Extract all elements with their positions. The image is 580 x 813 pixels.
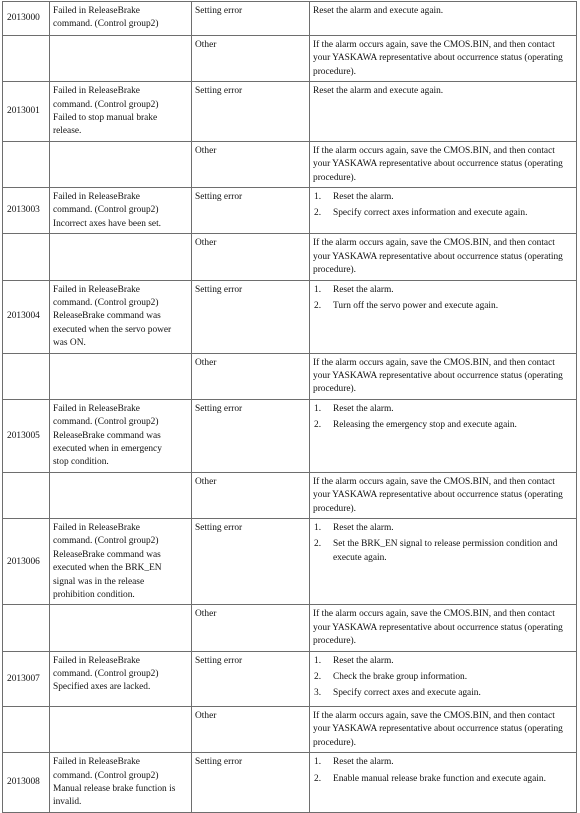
remedy: Reset the alarm and execute again. — [310, 2, 577, 36]
alarm-cause — [50, 2, 192, 36]
remedy-step — [313, 538, 573, 565]
alarm-cause — [50, 651, 192, 706]
cause-line: command. (Control group2) — [53, 297, 159, 308]
cause-line: release. — [53, 126, 82, 137]
step-text: Set the BRK_EN signal to release permission condition and execute again. — [333, 539, 558, 563]
remedy-step — [313, 671, 573, 684]
step-number: 1. — [314, 655, 322, 666]
error-type: Other — [192, 605, 310, 651]
cause-line: invalid. — [53, 797, 82, 808]
step-text: Specify correct axes information and execute again. — [333, 208, 528, 219]
step-text: Reset the alarm. — [333, 757, 394, 768]
step-text: Reset the alarm. — [333, 403, 394, 414]
alarm-cause — [50, 82, 192, 142]
step-text: Reset the alarm. — [333, 192, 394, 203]
alarm-row — [3, 2, 577, 36]
cause-line: Manual release brake function is — [53, 783, 176, 794]
remedy — [310, 651, 577, 706]
cause-line: command. (Control group2) — [53, 536, 159, 547]
step-number: 2. — [314, 539, 322, 550]
alarm-row — [3, 280, 577, 353]
error-type: Setting error — [192, 399, 310, 472]
alarm-code: 2013005 — [3, 399, 50, 472]
alarm-code — [3, 706, 50, 752]
remedy — [310, 399, 577, 472]
alarm-cause — [50, 141, 192, 187]
alarm-code: 2013006 — [3, 519, 50, 605]
cause-line: Failed in ReleaseBrake — [53, 523, 140, 533]
alarm-row — [3, 651, 577, 706]
remedy: If the alarm occurs again, save the CMOS.BIN, and then contact your YASKAWA representative about occurrence status (operating procedure). — [310, 141, 577, 187]
cause-line: executed when the servo power — [53, 324, 172, 335]
cause-line: signal was in the release — [53, 576, 145, 587]
error-type: Other — [192, 36, 310, 82]
step-number: 2. — [314, 420, 322, 431]
step-number: 2. — [314, 672, 322, 683]
alarm-row-other — [3, 36, 577, 82]
cause-line: ReleaseBrake command was — [53, 549, 161, 560]
remedy-step — [313, 655, 573, 668]
error-type: Setting error — [192, 651, 310, 706]
error-type: Setting error — [192, 2, 310, 36]
error-type: Setting error — [192, 188, 310, 234]
error-type: Other — [192, 706, 310, 752]
alarm-code: 2013008 — [3, 753, 50, 813]
alarm-code: 2013004 — [3, 280, 50, 353]
alarm-code — [3, 234, 50, 280]
cause-line: command. (Control group2) — [53, 669, 159, 680]
alarm-row — [3, 753, 577, 813]
remedy — [310, 280, 577, 353]
cause-line: was ON. — [53, 338, 86, 349]
alarm-code: 2013001 — [3, 82, 50, 142]
step-text: Reset the alarm. — [333, 655, 394, 666]
step-text: Reset the alarm. — [333, 284, 394, 295]
remedy-step — [313, 687, 573, 700]
step-text: Enable manual release brake function and execute again. — [333, 773, 546, 784]
remedy-step — [313, 773, 573, 786]
remedy-step — [313, 207, 573, 220]
cause-line: Failed in ReleaseBrake — [53, 192, 140, 203]
remedy-step — [313, 419, 573, 432]
step-text: Releasing the emergency stop and execute again. — [333, 420, 517, 431]
alarm-cause — [50, 706, 192, 752]
error-type: Setting error — [192, 753, 310, 813]
step-text: Check the brake group information. — [333, 672, 468, 683]
cause-line: command. (Control group2) — [53, 417, 159, 428]
error-type: Setting error — [192, 519, 310, 605]
alarm-cause — [50, 605, 192, 651]
remedy — [310, 753, 577, 813]
alarm-code — [3, 605, 50, 651]
remedy: If the alarm occurs again, save the CMOS.BIN, and then contact your YASKAWA representative about occurrence status (operating procedure). — [310, 36, 577, 82]
remedy-step — [313, 756, 573, 769]
cause-line: Failed in ReleaseBrake — [53, 284, 140, 295]
remedy: If the alarm occurs again, save the CMOS.BIN, and then contact your YASKAWA representative about occurrence status (operating procedure). — [310, 706, 577, 752]
error-type: Other — [192, 472, 310, 518]
remedy-step — [313, 300, 573, 313]
cause-line: Specified axes are lacked. — [53, 682, 151, 693]
remedy-steps — [313, 403, 573, 433]
cause-line: Incorrect axes have been set. — [53, 218, 162, 229]
cause-line: Failed in ReleaseBrake — [53, 655, 140, 666]
alarm-row — [3, 519, 577, 605]
step-number: 2. — [314, 300, 322, 311]
alarm-cause — [50, 399, 192, 472]
alarm-row-other — [3, 605, 577, 651]
cause-line: Failed in ReleaseBrake — [53, 403, 140, 414]
cause-line: stop condition. — [53, 457, 109, 468]
remedy: Reset the alarm and execute again. — [310, 82, 577, 142]
remedy: If the alarm occurs again, save the CMOS.BIN, and then contact your YASKAWA representative about occurrence status (operating procedure). — [310, 472, 577, 518]
step-number: 3. — [314, 688, 322, 699]
step-text: Turn off the servo power and execute again. — [333, 300, 499, 311]
alarm-code: 2013003 — [3, 188, 50, 234]
remedy-step — [313, 522, 573, 535]
alarm-code: 2013000 — [3, 2, 50, 36]
alarm-cause — [50, 753, 192, 813]
alarm-cause — [50, 472, 192, 518]
alarm-row — [3, 399, 577, 472]
remedy: If the alarm occurs again, save the CMOS.BIN, and then contact your YASKAWA representative about occurrence status (operating procedure). — [310, 353, 577, 399]
alarm-cause — [50, 234, 192, 280]
alarm-code — [3, 353, 50, 399]
remedy-steps — [313, 284, 573, 314]
remedy — [310, 519, 577, 605]
alarm-cause — [50, 519, 192, 605]
alarm-cause — [50, 280, 192, 353]
cause-line: command. (Control group2) — [53, 99, 159, 110]
alarm-code — [3, 472, 50, 518]
alarm-row — [3, 82, 577, 142]
cause-line: Failed in ReleaseBrake — [53, 86, 140, 97]
alarm-row-other — [3, 141, 577, 187]
error-type: Other — [192, 141, 310, 187]
step-number: 1. — [314, 403, 322, 414]
cause-line: Failed to stop manual brake — [53, 113, 158, 124]
alarm-row-other — [3, 234, 577, 280]
step-number: 2. — [314, 773, 322, 784]
remedy-step — [313, 284, 573, 297]
alarm-row-other — [3, 472, 577, 518]
cause-line: Failed in ReleaseBrake — [53, 6, 140, 16]
cause-line: command. (Control group2) — [53, 770, 159, 781]
step-number: 2. — [314, 208, 322, 219]
error-type: Other — [192, 353, 310, 399]
alarm-code — [3, 36, 50, 82]
cause-line: command. (Control group2) — [53, 19, 159, 30]
step-text: Specify correct axes and execute again. — [333, 688, 481, 699]
remedy-steps — [313, 191, 573, 221]
remedy — [310, 188, 577, 234]
step-text: Reset the alarm. — [333, 523, 394, 533]
error-type: Other — [192, 234, 310, 280]
alarm-code: 2013007 — [3, 651, 50, 706]
remedy: If the alarm occurs again, save the CMOS.BIN, and then contact your YASKAWA representative about occurrence status (operating procedure). — [310, 605, 577, 651]
alarm-row-other — [3, 706, 577, 752]
cause-line: ReleaseBrake command was — [53, 430, 161, 441]
cause-line: ReleaseBrake command was — [53, 311, 161, 322]
remedy-steps — [313, 522, 573, 565]
error-type: Setting error — [192, 280, 310, 353]
step-number: 1. — [314, 757, 322, 768]
alarm-row-other — [3, 353, 577, 399]
remedy-steps — [313, 655, 573, 701]
alarm-cause — [50, 188, 192, 234]
alarm-code — [3, 141, 50, 187]
cause-line: Failed in ReleaseBrake — [53, 757, 140, 768]
alarm-table — [2, 1, 577, 813]
cause-line: command. (Control group2) — [53, 205, 159, 216]
error-type: Setting error — [192, 82, 310, 142]
alarm-cause — [50, 36, 192, 82]
remedy: If the alarm occurs again, save the CMOS.BIN, and then contact your YASKAWA representative about occurrence status (operating procedure). — [310, 234, 577, 280]
alarm-cause — [50, 353, 192, 399]
cause-line: executed when in emergency — [53, 443, 162, 454]
step-number: 1. — [314, 284, 322, 295]
cause-line: executed when the BRK_EN — [53, 563, 162, 574]
cause-line: prohibition condition. — [53, 590, 135, 601]
step-number: 1. — [314, 523, 322, 533]
remedy-steps — [313, 756, 573, 786]
step-number: 1. — [314, 192, 322, 203]
alarm-row — [3, 188, 577, 234]
remedy-step — [313, 403, 573, 416]
remedy-step — [313, 191, 573, 204]
